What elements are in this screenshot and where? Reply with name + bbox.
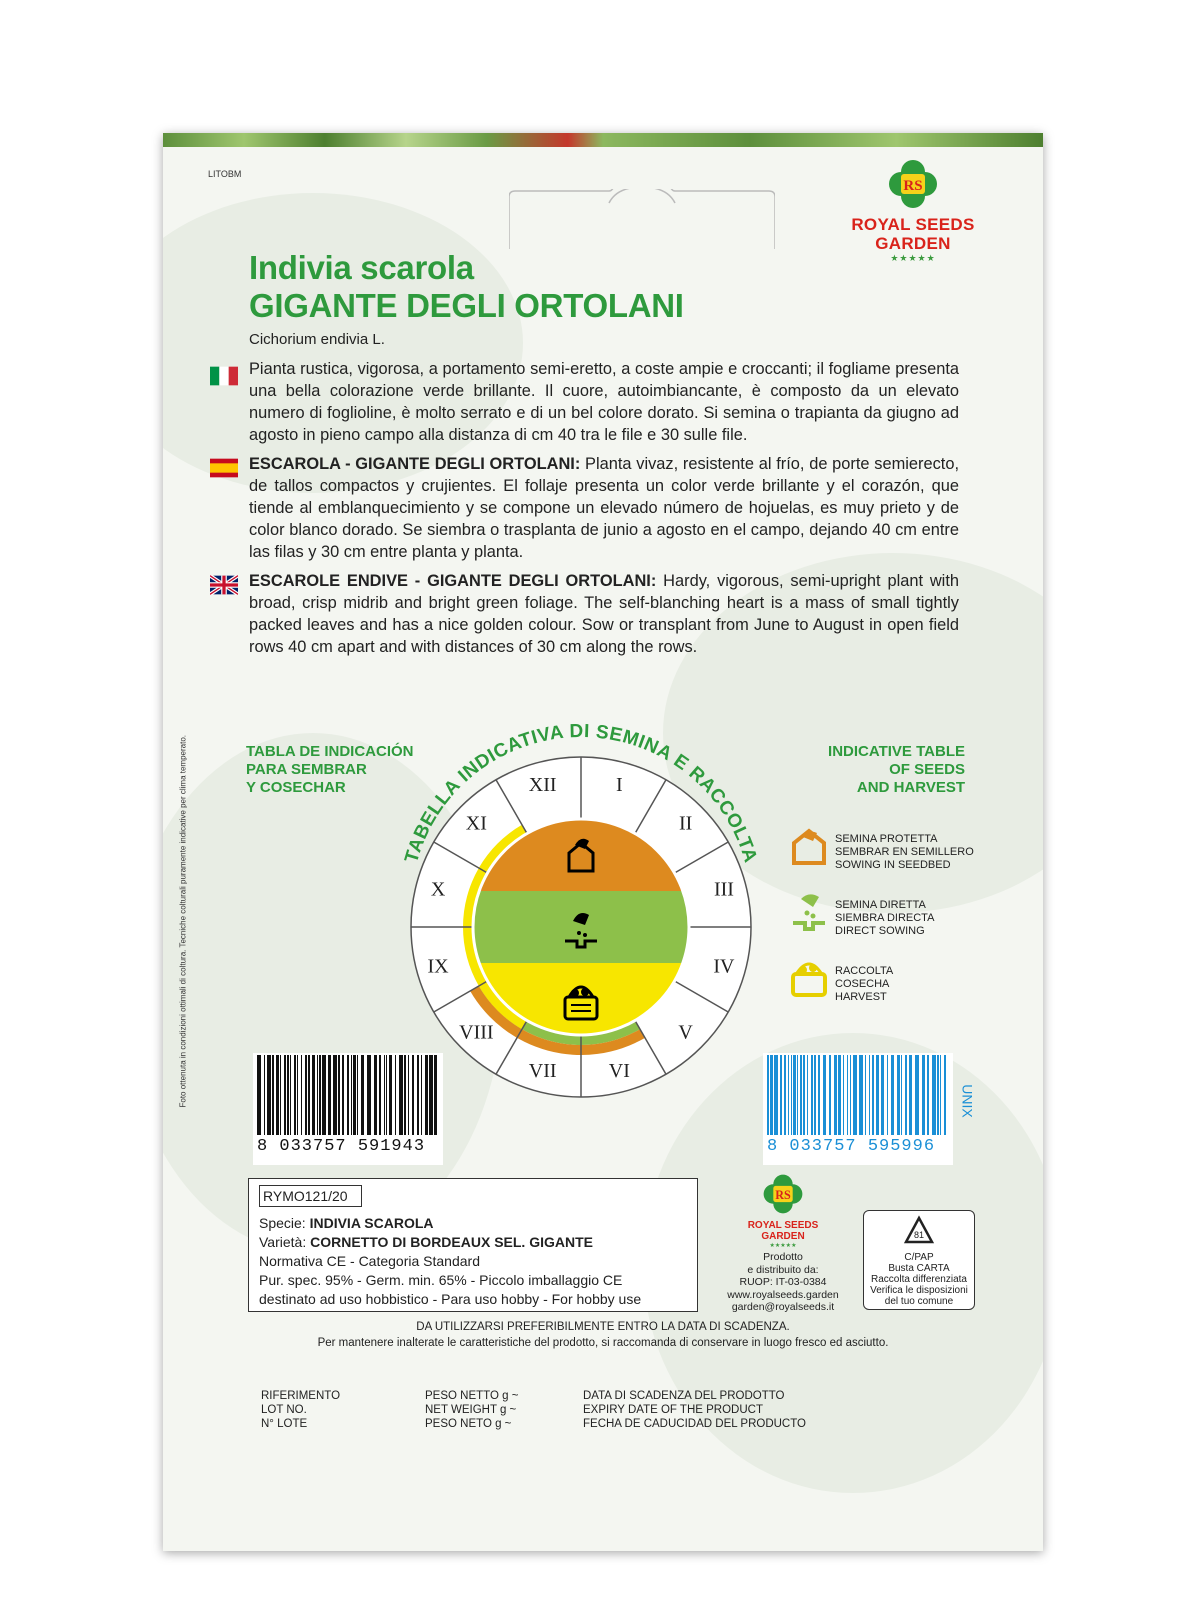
- expiry-labels: DATA DI SCADENZA DEL PRODOTTO EXPIRY DATE OF THE PRODUCT FECHA DE CADUCIDAD DEL PRODUCTO: [583, 1390, 807, 1430]
- barcode-bar: [399, 1055, 403, 1135]
- barcode-bars-left: [253, 1053, 443, 1137]
- recycling-box: 81 C/PAP Busta CARTA Raccolta differenziata Verifica le disposizioni del tuo comune: [863, 1210, 975, 1310]
- barcode-bar: [780, 1055, 782, 1135]
- barcode-bar: [800, 1055, 802, 1135]
- barcode-bar: [294, 1055, 296, 1135]
- barcode-bar: [338, 1055, 340, 1135]
- spanish-heading: ESCAROLA - GIGANTE DEGLI ORTOLANI:: [249, 455, 581, 473]
- month-label: X: [430, 878, 446, 901]
- barcode-bar: [887, 1055, 888, 1135]
- recycle-icon: [899, 1215, 939, 1249]
- barcode-bar: [811, 1055, 813, 1135]
- seed-info-box: [248, 1178, 698, 1312]
- norm-line: Normativa CE - Categoria Standard: [259, 1253, 480, 1269]
- barcode-bar: [922, 1055, 925, 1135]
- barcode-bars-right: [763, 1053, 953, 1137]
- barcode-bar: [384, 1055, 385, 1135]
- legend-harvest: RACCOLTA COSECHA HARVEST: [835, 965, 894, 1003]
- logo-monogram: RS: [903, 178, 923, 194]
- calendar-arc-title: TABELLA INDICATIVA DI SEMINA E RACCOLTA: [401, 721, 761, 866]
- direct-sowing-band: [473, 891, 689, 963]
- barcode-bar: [814, 1055, 816, 1135]
- harvest-legend-icon: [791, 959, 827, 997]
- barcode-bar: [351, 1055, 352, 1135]
- barcode-bar: [944, 1055, 946, 1135]
- protected-sowing-legend-icon: [791, 827, 827, 865]
- direct-sowing-legend-icon: [791, 893, 827, 931]
- italian-flag-icon: [210, 366, 238, 386]
- barcode-bar: [859, 1055, 863, 1135]
- english-heading: ESCAROLE ENDIVE - GIGANTE DEGLI ORTOLANI:: [249, 572, 657, 590]
- description-spanish: [249, 453, 959, 563]
- species-line: Specie: INDIVIA SCAROLA: [259, 1215, 434, 1231]
- clover-small-icon: [762, 1173, 804, 1215]
- barcode-bar: [937, 1055, 939, 1135]
- barcode-bar: [280, 1055, 281, 1135]
- barcode-bar: [297, 1055, 298, 1135]
- barcode-bar: [788, 1055, 789, 1135]
- best-before-notice: DA UTILIZZARSI PREFERIBILMENTE ENTRO LA DATA DI SCADENZA.: [416, 1321, 790, 1333]
- hanger-hole: [509, 189, 775, 249]
- net-weight-labels: PESO NETTO g ~ NET WEIGHT g ~ PESO NETO g ~: [425, 1390, 519, 1430]
- barcode-bar: [379, 1055, 381, 1135]
- brand-name-line1: ROYAL SEEDS: [851, 215, 975, 234]
- month-label: III: [713, 878, 734, 901]
- barcode-bar: [818, 1055, 820, 1135]
- clover-icon: [887, 158, 939, 210]
- barcode-bar: [891, 1055, 894, 1135]
- barcode-bar: [940, 1055, 941, 1135]
- barcode-bar: [774, 1055, 778, 1135]
- barcode-bar: [322, 1055, 326, 1135]
- barcode-bar: [901, 1055, 902, 1135]
- barcode-bar: [361, 1055, 364, 1135]
- month-label: I: [615, 774, 623, 797]
- barcode-bar: [389, 1055, 392, 1135]
- barcode-bar: [791, 1055, 792, 1135]
- distributor-block: RS ROYAL SEEDS GARDEN ★★★★★ Prodotto e distribuito da: RUOP: IT-03-0384 www.royalseeds.garden garden@royalseeds.it: [708, 1173, 858, 1314]
- hobby-use-line: destinato ad uso hobbistico - Para uso hobby - For hobby use: [259, 1291, 642, 1307]
- barcode-bar: [328, 1055, 331, 1135]
- barcode-left: [253, 1053, 443, 1165]
- barcode-bar: [395, 1055, 396, 1135]
- product-code: RYMO121/20: [259, 1185, 362, 1207]
- barcode-bar: [264, 1055, 265, 1135]
- barcode-bar: [287, 1055, 289, 1135]
- brand-name-line2: GARDEN: [875, 234, 951, 253]
- barcode-bar: [905, 1055, 907, 1135]
- month-label: IV: [713, 955, 735, 978]
- description-italian: Pianta rustica, vigorosa, a portamento semi-eretto, a coste ampie e croccanti; il fogliame presenta una bella colorazione verde brillante. Il cuore, autoimbiancante, è composto da un elevato numero di foglioline, è molto serrato e di un bel colore dorato. Si semina o trapianta da giugno ad agosto in pieno campo alla distanza di cm 40 tra le file e 30 sulle file.: [249, 360, 959, 444]
- barcode-bar: [312, 1055, 315, 1135]
- barcode-bar: [347, 1055, 349, 1135]
- purity-line: Pur. spec. 95% - Germ. min. 65% - Piccolo imballaggio CE: [259, 1272, 623, 1288]
- barcode-bar: [823, 1055, 826, 1135]
- barcode-bar: [915, 1055, 919, 1135]
- recycle-material-code: C/PAP: [904, 1252, 934, 1263]
- barcode-bar: [853, 1055, 857, 1135]
- reference-labels: RIFERIMENTO LOT NO. N° LOTE: [261, 1390, 341, 1430]
- month-label: VIII: [459, 1021, 494, 1044]
- latin-name: Cichorium endivia L.: [249, 331, 385, 348]
- barcode-bar: [374, 1055, 377, 1135]
- storage-notice: Per mantenere inalterate le caratteristiche del prodotto, si raccomanda di conservare in luogo fresco ed asciutto.: [317, 1337, 889, 1349]
- variety-line: Varietà: CORNETTO DI BORDEAUX SEL. GIGANTE: [259, 1234, 593, 1250]
- barcode-bar: [843, 1055, 844, 1135]
- distributor-details: Prodotto e distribuito da: RUOP: IT-03-0384 www.royalseeds.garden garden@royalseeds.it: [727, 1251, 839, 1313]
- barcode-bar: [317, 1055, 318, 1135]
- packet-top-photo-strip: [163, 133, 1043, 147]
- month-label: VI: [608, 1059, 630, 1082]
- legend-direct-sowing: SEMINA DIRETTA SIEMBRA DIRECTA DIRECT SOWING: [835, 899, 935, 937]
- barcode-bar: [257, 1055, 261, 1135]
- month-label: XII: [528, 774, 557, 797]
- barcode-bar: [276, 1055, 279, 1135]
- distributor-brand: ROYAL SEEDS GARDEN: [747, 1220, 819, 1242]
- svg-text:81: 81: [913, 1230, 925, 1240]
- barcode-bar: [838, 1055, 841, 1135]
- barcode-bar: [872, 1055, 874, 1135]
- litho-code: LITOBM: [208, 169, 242, 179]
- spanish-flag-icon: [210, 458, 238, 478]
- description-english: [249, 570, 959, 658]
- month-label: V: [678, 1021, 693, 1044]
- month-label: VII: [528, 1059, 557, 1082]
- barcode-right-number: 8 033757 595996: [767, 1137, 936, 1156]
- photo-disclaimer: Foto ottenuta in condizioni ottimali di coltura. Tecniche colturali puramente indicative per clima temperato.: [178, 735, 188, 1108]
- barcode-bar: [932, 1055, 936, 1135]
- spanish-text: Planta vivaz, resistente al frío, de porte semierecto, de tallos compactos y crujientes. El follaje presenta un color verde brillante y el corazón, que tiende al emblanquecimiento y se compone un elevado número de hojuelas, es muy prieto y de color blanco dorado. Se siembra o trasplanta de junio a agosto en el campo, dejando 40 cm entre las filas y 30 cm entre planta y planta.: [249, 455, 959, 561]
- barcode-bar: [876, 1055, 879, 1135]
- barcode-left-number: 8 033757 591943: [257, 1137, 426, 1156]
- barcode-bar: [865, 1055, 866, 1135]
- barcode-bar: [425, 1055, 428, 1135]
- barcode-bar: [386, 1055, 387, 1135]
- barcode-bar: [784, 1055, 786, 1135]
- barcode-right: [763, 1053, 953, 1165]
- barcode-bar: [284, 1055, 286, 1135]
- month-label: IX: [427, 955, 449, 978]
- barcode-bar: [797, 1055, 798, 1135]
- barcode-bar: [834, 1055, 837, 1135]
- barcode-bar: [897, 1055, 900, 1135]
- calendar-title-spanish: TABLA DE INDICACIÓN PARA SEMBRAR Y COSECHAR: [246, 743, 414, 796]
- barcode-bar: [319, 1055, 321, 1135]
- barcode-bar: [807, 1055, 808, 1135]
- barcode-bar: [357, 1055, 358, 1135]
- barcode-bar: [847, 1055, 848, 1135]
- month-label: II: [678, 812, 693, 835]
- barcode-bar: [367, 1055, 371, 1135]
- barcode-bar: [770, 1055, 773, 1135]
- sowing-harvest-calendar-wheel: [391, 721, 771, 1121]
- barcode-bar: [803, 1055, 805, 1135]
- month-label: XI: [465, 812, 487, 835]
- barcode-bar: [417, 1055, 419, 1135]
- unix-label: UNIX: [959, 1084, 976, 1118]
- barcode-bar: [829, 1055, 831, 1135]
- barcode-bar: [793, 1055, 796, 1135]
- barcode-bar: [927, 1055, 929, 1135]
- calendar-title-english: INDICATIVE TABLE OF SEEDS AND HARVEST: [828, 743, 965, 796]
- barcode-bar: [881, 1055, 884, 1135]
- barcode-bar: [404, 1055, 406, 1135]
- barcode-bar: [421, 1055, 422, 1135]
- english-text: Hardy, vigorous, semi-upright plant with broad, crisp midrib and bright green foliage. The self-blanching heart is a mass of small tightly packed leaves and has a nice golden colour. Sow or transplant from June to August in open field rows 40 cm apart and with distances of 30 cm along the rows.: [249, 572, 959, 656]
- barcode-bar: [429, 1055, 433, 1135]
- barcode-bar: [333, 1055, 337, 1135]
- uk-flag-icon: [210, 575, 238, 595]
- barcode-bar: [434, 1055, 437, 1135]
- brand-stars: ★★★★★: [890, 253, 936, 263]
- variety-title: GIGANTE DEGLI ORTOLANI: [249, 287, 684, 324]
- seed-packet-back: [163, 133, 1043, 1551]
- barcode-bar: [869, 1055, 870, 1135]
- barcode-bar: [909, 1055, 912, 1135]
- barcode-bar: [305, 1055, 307, 1135]
- barcode-bar: [301, 1055, 302, 1135]
- barcode-bar: [412, 1055, 414, 1135]
- barcode-bar: [290, 1055, 291, 1135]
- barcode-bar: [342, 1055, 344, 1135]
- brand-logo: [833, 158, 993, 264]
- legend-protected-sowing: SEMINA PROTETTA SEMBRAR EN SEMILLERO SOWING IN SEEDBED: [835, 833, 974, 871]
- barcode-bar: [408, 1055, 409, 1135]
- svg-text:RS: RS: [775, 1187, 791, 1202]
- calendar-core: [473, 819, 689, 1035]
- barcode-bar: [267, 1055, 271, 1135]
- barcode-bar: [850, 1055, 851, 1135]
- barcode-bar: [353, 1055, 356, 1135]
- product-title: Indivia scarola: [249, 249, 474, 286]
- barcode-bar: [272, 1055, 274, 1135]
- barcode-bar: [308, 1055, 310, 1135]
- barcode-bar: [767, 1055, 769, 1135]
